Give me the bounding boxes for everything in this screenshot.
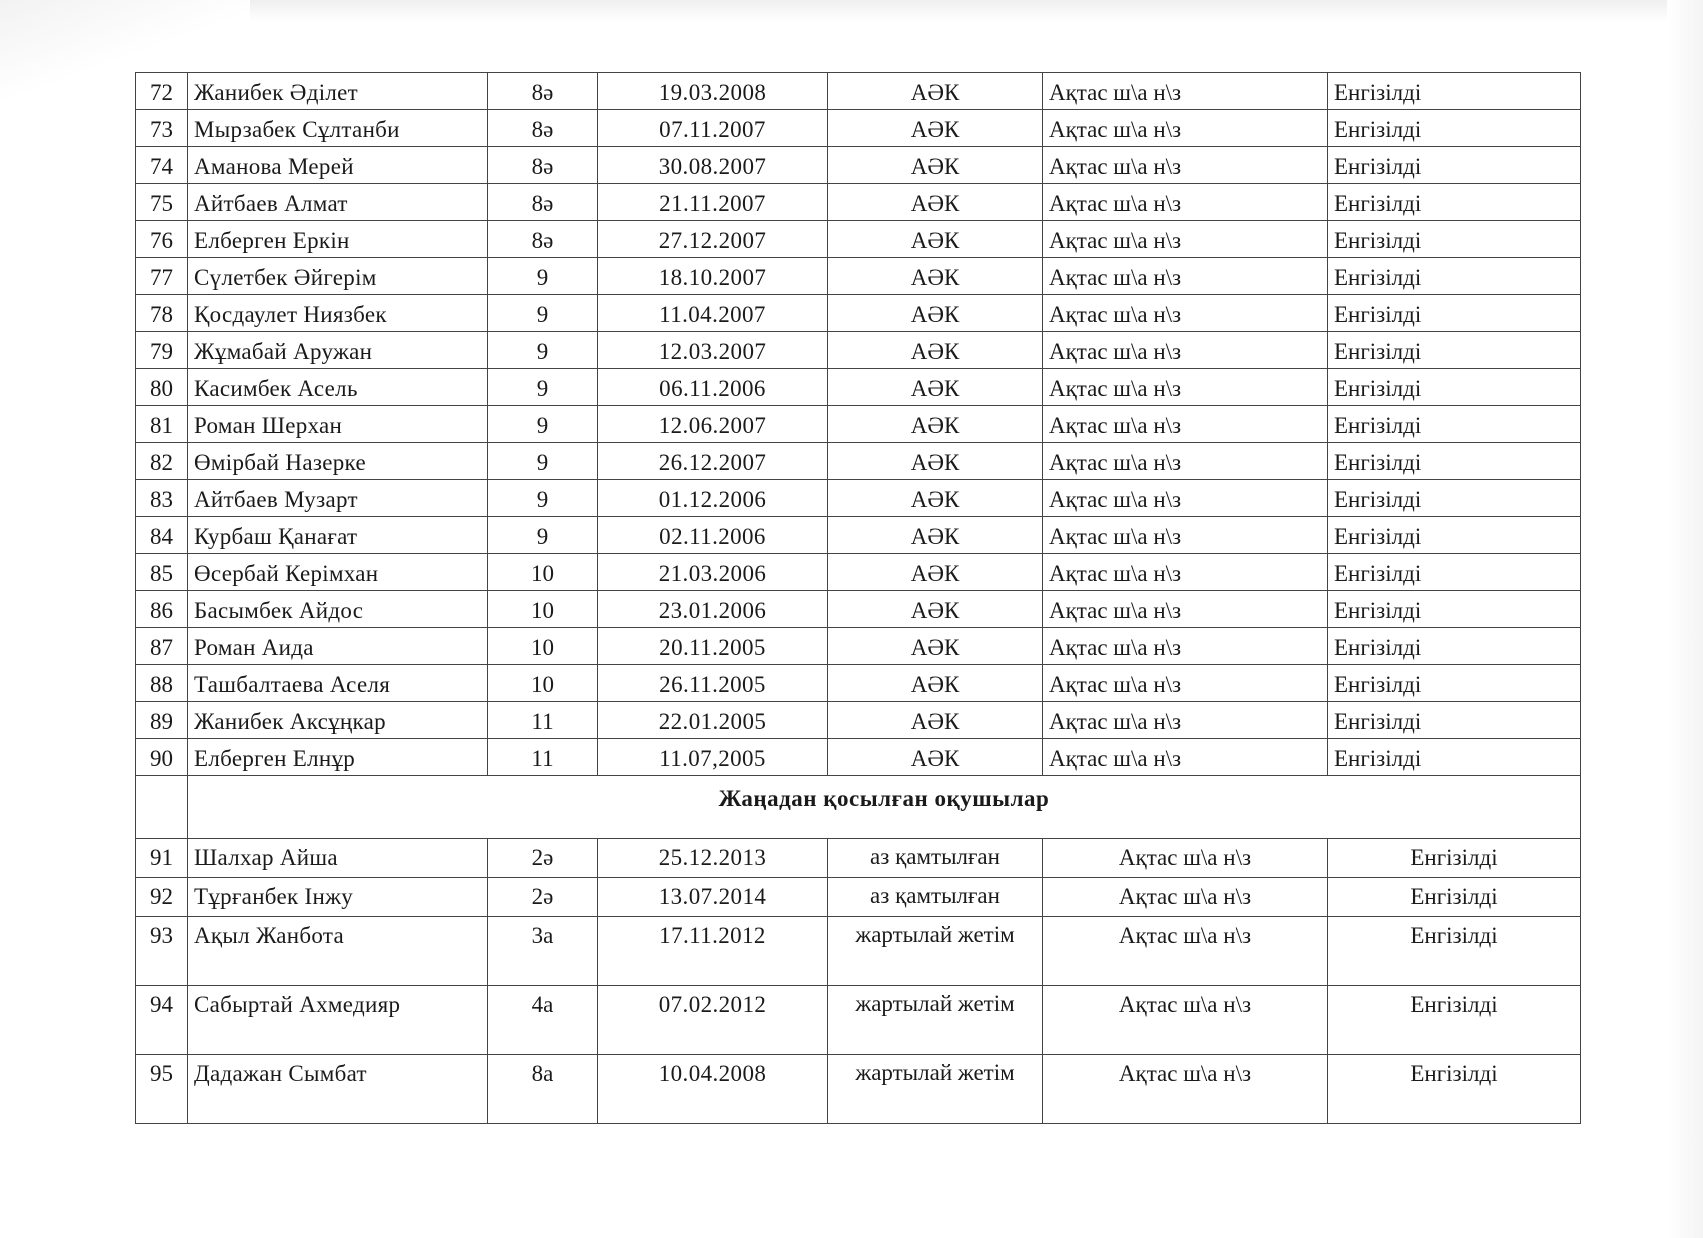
entry-result: Енгізілді — [1328, 1055, 1581, 1124]
student-status: жартылай жетім — [828, 986, 1043, 1055]
table-row — [136, 839, 1581, 878]
birth-date: 19.03.2008 — [598, 73, 828, 110]
school-name: Ақтас ш\а н\з — [1043, 184, 1328, 221]
student-grade: 10 — [488, 628, 598, 665]
row-number: 84 — [136, 517, 188, 554]
entry-result: Енгізілді — [1328, 554, 1581, 591]
entry-result: Енгізілді — [1328, 591, 1581, 628]
row-number: 79 — [136, 332, 188, 369]
school-name: Ақтас ш\а н\з — [1043, 917, 1328, 986]
student-name: Мырзабек Сұлтанби — [188, 110, 488, 147]
table-row — [136, 332, 1581, 369]
birth-date: 07.02.2012 — [598, 986, 828, 1055]
student-name: Роман Шерхан — [188, 406, 488, 443]
student-grade: 10 — [488, 665, 598, 702]
entry-result: Енгізілді — [1328, 878, 1581, 917]
student-name: Сабыртай Ахмедияр — [188, 986, 488, 1055]
school-name: Ақтас ш\а н\з — [1043, 1055, 1328, 1124]
birth-date: 11.07,2005 — [598, 739, 828, 776]
student-status: АӘК — [828, 480, 1043, 517]
entry-result: Енгізілді — [1328, 73, 1581, 110]
birth-date: 11.04.2007 — [598, 295, 828, 332]
entry-result: Енгізілді — [1328, 739, 1581, 776]
birth-date: 25.12.2013 — [598, 839, 828, 878]
student-name: Өмірбай Назерке — [188, 443, 488, 480]
birth-date: 13.07.2014 — [598, 878, 828, 917]
student-status: АӘК — [828, 369, 1043, 406]
student-grade: 8ә — [488, 184, 598, 221]
entry-result: Енгізілді — [1328, 480, 1581, 517]
row-number: 82 — [136, 443, 188, 480]
student-grade: 8ә — [488, 221, 598, 258]
student-name: Елберген Елнұр — [188, 739, 488, 776]
row-number: 93 — [136, 917, 188, 986]
row-number: 88 — [136, 665, 188, 702]
student-name: Қосдаулет Ниязбек — [188, 295, 488, 332]
entry-result: Енгізілді — [1328, 184, 1581, 221]
school-name: Ақтас ш\а н\з — [1043, 258, 1328, 295]
school-name: Ақтас ш\а н\з — [1043, 110, 1328, 147]
school-name: Ақтас ш\а н\з — [1043, 517, 1328, 554]
entry-result: Енгізілді — [1328, 628, 1581, 665]
student-name: Басымбек Айдос — [188, 591, 488, 628]
student-status: АӘК — [828, 221, 1043, 258]
birth-date: 06.11.2006 — [598, 369, 828, 406]
birth-date: 12.06.2007 — [598, 406, 828, 443]
row-number: 86 — [136, 591, 188, 628]
entry-result: Енгізілді — [1328, 406, 1581, 443]
student-grade: 2ә — [488, 839, 598, 878]
table-row — [136, 517, 1581, 554]
birth-date: 10.04.2008 — [598, 1055, 828, 1124]
student-status: АӘК — [828, 147, 1043, 184]
student-name: Курбаш Қанағат — [188, 517, 488, 554]
row-number: 94 — [136, 986, 188, 1055]
student-status: АӘК — [828, 702, 1043, 739]
birth-date: 21.03.2006 — [598, 554, 828, 591]
row-number: 87 — [136, 628, 188, 665]
student-grade: 9 — [488, 406, 598, 443]
entry-result: Енгізілді — [1328, 110, 1581, 147]
section-header-spacer — [136, 776, 188, 839]
student-grade: 4а — [488, 986, 598, 1055]
student-name: Роман Аида — [188, 628, 488, 665]
student-grade: 8ә — [488, 110, 598, 147]
student-name: Сүлетбек Әйгерім — [188, 258, 488, 295]
student-name: Ташбалтаева Аселя — [188, 665, 488, 702]
student-grade: 11 — [488, 702, 598, 739]
student-grade: 9 — [488, 332, 598, 369]
row-number: 81 — [136, 406, 188, 443]
table-row — [136, 369, 1581, 406]
birth-date: 26.12.2007 — [598, 443, 828, 480]
student-grade: 8ә — [488, 147, 598, 184]
student-name: Шалхар Айша — [188, 839, 488, 878]
row-number: 73 — [136, 110, 188, 147]
student-status: аз қамтылған — [828, 839, 1043, 878]
row-number: 72 — [136, 73, 188, 110]
school-name: Ақтас ш\а н\з — [1043, 295, 1328, 332]
student-grade: 8а — [488, 1055, 598, 1124]
table-row — [136, 986, 1581, 1055]
birth-date: 20.11.2005 — [598, 628, 828, 665]
student-status: АӘК — [828, 258, 1043, 295]
birth-date: 30.08.2007 — [598, 147, 828, 184]
student-grade: 9 — [488, 295, 598, 332]
student-status: АӘК — [828, 295, 1043, 332]
student-name: Тұрғанбек Інжу — [188, 878, 488, 917]
school-name: Ақтас ш\а н\з — [1043, 221, 1328, 258]
student-status: жартылай жетім — [828, 1055, 1043, 1124]
row-number: 95 — [136, 1055, 188, 1124]
birth-date: 26.11.2005 — [598, 665, 828, 702]
row-number: 83 — [136, 480, 188, 517]
table-row — [136, 221, 1581, 258]
table-row — [136, 73, 1581, 110]
entry-result: Енгізілді — [1328, 147, 1581, 184]
entry-result: Енгізілді — [1328, 258, 1581, 295]
school-name: Ақтас ш\а н\з — [1043, 554, 1328, 591]
student-grade: 3а — [488, 917, 598, 986]
school-name: Ақтас ш\а н\з — [1043, 147, 1328, 184]
student-name: Аманова Мерей — [188, 147, 488, 184]
scan-shadow-right — [1667, 0, 1703, 1238]
school-name: Ақтас ш\а н\з — [1043, 73, 1328, 110]
student-status: АӘК — [828, 554, 1043, 591]
birth-date: 12.03.2007 — [598, 332, 828, 369]
row-number: 80 — [136, 369, 188, 406]
birth-date: 23.01.2006 — [598, 591, 828, 628]
school-name: Ақтас ш\а н\з — [1043, 591, 1328, 628]
table-row — [136, 406, 1581, 443]
student-name: Жұмабай Аружан — [188, 332, 488, 369]
row-number: 91 — [136, 839, 188, 878]
student-grade: 9 — [488, 480, 598, 517]
school-name: Ақтас ш\а н\з — [1043, 480, 1328, 517]
entry-result: Енгізілді — [1328, 665, 1581, 702]
school-name: Ақтас ш\а н\з — [1043, 628, 1328, 665]
student-grade: 9 — [488, 369, 598, 406]
student-status: АӘК — [828, 332, 1043, 369]
school-name: Ақтас ш\а н\з — [1043, 406, 1328, 443]
table-row — [136, 480, 1581, 517]
section-header-row — [136, 776, 1581, 839]
student-status: АӘК — [828, 73, 1043, 110]
table-row — [136, 443, 1581, 480]
entry-result: Енгізілді — [1328, 332, 1581, 369]
student-grade: 9 — [488, 517, 598, 554]
student-name: Өсербай Керімхан — [188, 554, 488, 591]
entry-result: Енгізілді — [1328, 369, 1581, 406]
student-status: АӘК — [828, 406, 1043, 443]
school-name: Ақтас ш\а н\з — [1043, 665, 1328, 702]
student-grade: 9 — [488, 258, 598, 295]
entry-result: Енгізілді — [1328, 986, 1581, 1055]
student-name: Жанибек Әділет — [188, 73, 488, 110]
school-name: Ақтас ш\а н\з — [1043, 702, 1328, 739]
student-status: АӘК — [828, 110, 1043, 147]
table-row — [136, 702, 1581, 739]
row-number: 90 — [136, 739, 188, 776]
entry-result: Енгізілді — [1328, 295, 1581, 332]
student-grade: 11 — [488, 739, 598, 776]
birth-date: 27.12.2007 — [598, 221, 828, 258]
table-row — [136, 628, 1581, 665]
table-row — [136, 258, 1581, 295]
student-status: жартылай жетім — [828, 917, 1043, 986]
birth-date: 07.11.2007 — [598, 110, 828, 147]
roster-body — [136, 73, 1581, 776]
row-number: 75 — [136, 184, 188, 221]
entry-result: Енгізілді — [1328, 917, 1581, 986]
birth-date: 21.11.2007 — [598, 184, 828, 221]
student-status: АӘК — [828, 184, 1043, 221]
table-row — [136, 147, 1581, 184]
table-row — [136, 739, 1581, 776]
entry-result: Енгізілді — [1328, 517, 1581, 554]
table-row — [136, 554, 1581, 591]
student-grade: 8ә — [488, 73, 598, 110]
student-name: Айтбаев Алмат — [188, 184, 488, 221]
table-row — [136, 878, 1581, 917]
student-grade: 10 — [488, 554, 598, 591]
scan-shadow-top — [250, 0, 1703, 22]
table-row — [136, 110, 1581, 147]
student-name: Касимбек Асель — [188, 369, 488, 406]
birth-date: 01.12.2006 — [598, 480, 828, 517]
student-name: Елберген Еркін — [188, 221, 488, 258]
table-row — [136, 295, 1581, 332]
row-number: 76 — [136, 221, 188, 258]
student-name: Ақыл Жанбота — [188, 917, 488, 986]
student-status: АӘК — [828, 517, 1043, 554]
birth-date: 17.11.2012 — [598, 917, 828, 986]
entry-result: Енгізілді — [1328, 839, 1581, 878]
row-number: 78 — [136, 295, 188, 332]
row-number: 74 — [136, 147, 188, 184]
birth-date: 22.01.2005 — [598, 702, 828, 739]
entry-result: Енгізілді — [1328, 443, 1581, 480]
student-grade: 2ә — [488, 878, 598, 917]
student-name: Айтбаев Музарт — [188, 480, 488, 517]
table-row — [136, 665, 1581, 702]
student-status: АӘК — [828, 739, 1043, 776]
student-status: АӘК — [828, 628, 1043, 665]
student-grade: 9 — [488, 443, 598, 480]
entry-result: Енгізілді — [1328, 702, 1581, 739]
school-name: Ақтас ш\а н\з — [1043, 839, 1328, 878]
student-status: АӘК — [828, 443, 1043, 480]
birth-date: 02.11.2006 — [598, 517, 828, 554]
student-grade: 10 — [488, 591, 598, 628]
school-name: Ақтас ш\а н\з — [1043, 332, 1328, 369]
entry-result: Енгізілді — [1328, 221, 1581, 258]
school-name: Ақтас ш\а н\з — [1043, 739, 1328, 776]
row-number: 85 — [136, 554, 188, 591]
table-row — [136, 917, 1581, 986]
table-row — [136, 591, 1581, 628]
school-name: Ақтас ш\а н\з — [1043, 878, 1328, 917]
section-title: Жаңадан қосылған оқушылар — [188, 776, 1581, 839]
student-roster-table — [135, 72, 1581, 1124]
birth-date: 18.10.2007 — [598, 258, 828, 295]
school-name: Ақтас ш\а н\з — [1043, 986, 1328, 1055]
student-status: аз қамтылған — [828, 878, 1043, 917]
student-status: АӘК — [828, 665, 1043, 702]
table-row — [136, 184, 1581, 221]
new-students-section — [136, 776, 1581, 839]
row-number: 89 — [136, 702, 188, 739]
student-name: Дадажан Сымбат — [188, 1055, 488, 1124]
school-name: Ақтас ш\а н\з — [1043, 369, 1328, 406]
row-number: 77 — [136, 258, 188, 295]
new-students-body — [136, 839, 1581, 1124]
table-row — [136, 1055, 1581, 1124]
row-number: 92 — [136, 878, 188, 917]
student-name: Жанибек Аксұңкар — [188, 702, 488, 739]
school-name: Ақтас ш\а н\з — [1043, 443, 1328, 480]
student-status: АӘК — [828, 591, 1043, 628]
